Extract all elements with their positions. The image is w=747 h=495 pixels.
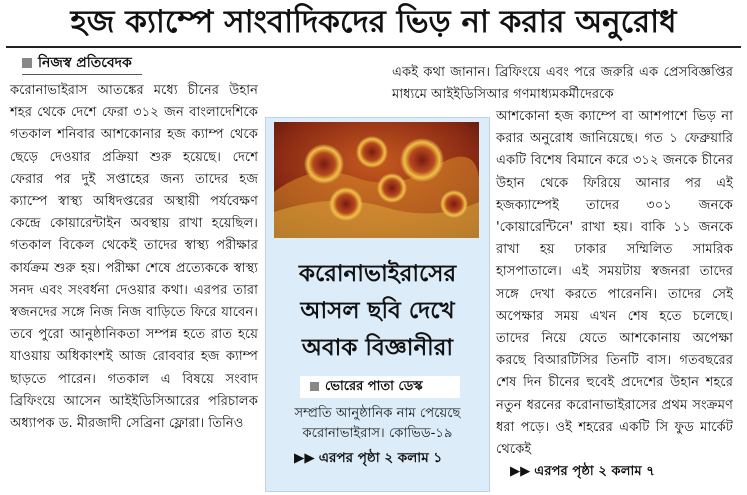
box-headline: [266, 256, 489, 367]
feature-box: [265, 117, 490, 492]
virus-photo: [274, 122, 479, 238]
left-column-text: করোনাভাইরাস আতঙ্কের মধ্যে চীনের উহান শহর থেকে দেশে ফেরা ৩১২ জন বাংলাদেশিকে গতকাল শনিবার আশকোনার হজ ক্যাম্প থেকে ছেড়ে দেওয়ার প্রক্রিয়া শুরু হয়েছে। দেশে ফেরার পর দুই সপ্তাহের জন্য তাদের হজ ক্যাম্পে স্বাস্থ্য অধিদপ্তরের অস্থায়ী পর্যবেক্ষণ কেন্দ্রে কোয়ারেন্টাইন অবস্থায় রাখা হয়েছিল। গতকাল বিকেল থেকেই তাদের স্বাস্থ্য পরীক্ষার কার্যক্রম শুরু হয়। পরীক্ষা শেষে প্রত্যেককে স্বাস্থ্য সনদ এবং সংবর্ধনা দেওয়ার কথা। এরপর তারা স্বজনদের সঙ্গে নিজ নিজ বাড়িতে ফিরে যাবেন। তবে পুরো আনুষ্ঠানিকতা সম্পন্ন হতে রাত হয়ে যাওয়ায় অধিকাংশই আজ রোববার হজ ক্যাম্প ছাড়তে পারেন। গতকাল এ বিষয়ে সংবাদ ব্রিফিংয়ে আসেন আইইডিসিআরের পরিচালক অধ্যাপক ড. মীরজাদী সেব্রিনা ফ্লোরা। তিনিও: [10, 83, 258, 432]
box-headline-line: করোনাভাইরাসের: [298, 261, 457, 287]
box-desk: [300, 376, 460, 398]
right-continue-text: এরপর পৃষ্ঠা ২ কলাম ৭: [534, 464, 655, 480]
headline: হজ ক্যাম্পে সাংবাদিকদের ভিড় না করার অনুরোধ: [70, 4, 677, 40]
double-arrow-icon: ▶▶: [294, 450, 315, 466]
byline: [22, 54, 132, 72]
box-headline-line: আসল ছবি দেখে: [300, 298, 455, 324]
double-arrow-icon: ▶▶: [510, 464, 531, 480]
right-column-text: আশকোনা হজ ক্যাম্পে বা আশপাশে ভিড় না করার অনুরোধ জানিয়েছে। গত ১ ফেব্রুয়ারি একটি বিশেষ বিমানে করে ৩১২ জনকে চীনের উহান থেকে ফিরিয়ে আনার পর এই হজক্যাম্পেই তাদের ৩০১ জনকে 'কোয়ারেন্টিনে' রাখা হয়। বাকি ১১ জনকে রাখা হয় ঢাকার সম্মিলিত সামরিক হাসপাতালে। এই সময়টায় স্বজনরা তাদের সঙ্গে দেখা করতে পারেননি। তাদের সেই অপেক্ষার সময় এখন শেষ হতে চলেছে। তাদের নিয়ে যেতে আশকোনায় অপেক্ষা করছে বিআরটিসির তিনটি বাস। গতবছরের শেষ দিন চীনের হুবেই প্রদেশের উহান শহরে নতুন ধরনের করোনাভাইরাসের প্রথম সংক্রমণ ধরা পড়ে। ওই শহরের একটি সি ফুড মার্কেট থেকেই: [496, 109, 733, 458]
byline-underline: [22, 74, 142, 75]
right-column-top: [392, 62, 733, 106]
byline-text: নিজস্ব প্রতিবেদক: [38, 55, 132, 71]
square-icon: [310, 382, 319, 391]
right-column: [496, 106, 733, 483]
headline-rule: [6, 46, 741, 48]
box-headline-line: অবাক বিজ্ঞানীরা: [301, 335, 454, 361]
right-continue: [496, 461, 733, 483]
box-continue-text: এরপর পৃষ্ঠা ২ কলাম ১: [318, 450, 443, 466]
virus-illustration: [274, 122, 479, 238]
box-continue: [294, 448, 442, 468]
box-desk-text: ভোরের পাতা ডেস্ক: [325, 379, 423, 394]
box-text: সম্প্রতি আনুষ্ঠানিক নাম পেয়েছে করোনাভাইরাস। কোভিড-১৯: [294, 406, 461, 441]
square-icon: [22, 58, 32, 68]
right-column-top-text: একই কথা জানান। ব্রিফিংয়ে এবং পরে জরুরি এক প্রেসবিজ্ঞপ্তির মাধ্যমে আইইডিসিআর গণমাধ্যমকর্মীদেরকে: [392, 65, 733, 103]
left-column: [10, 80, 258, 435]
